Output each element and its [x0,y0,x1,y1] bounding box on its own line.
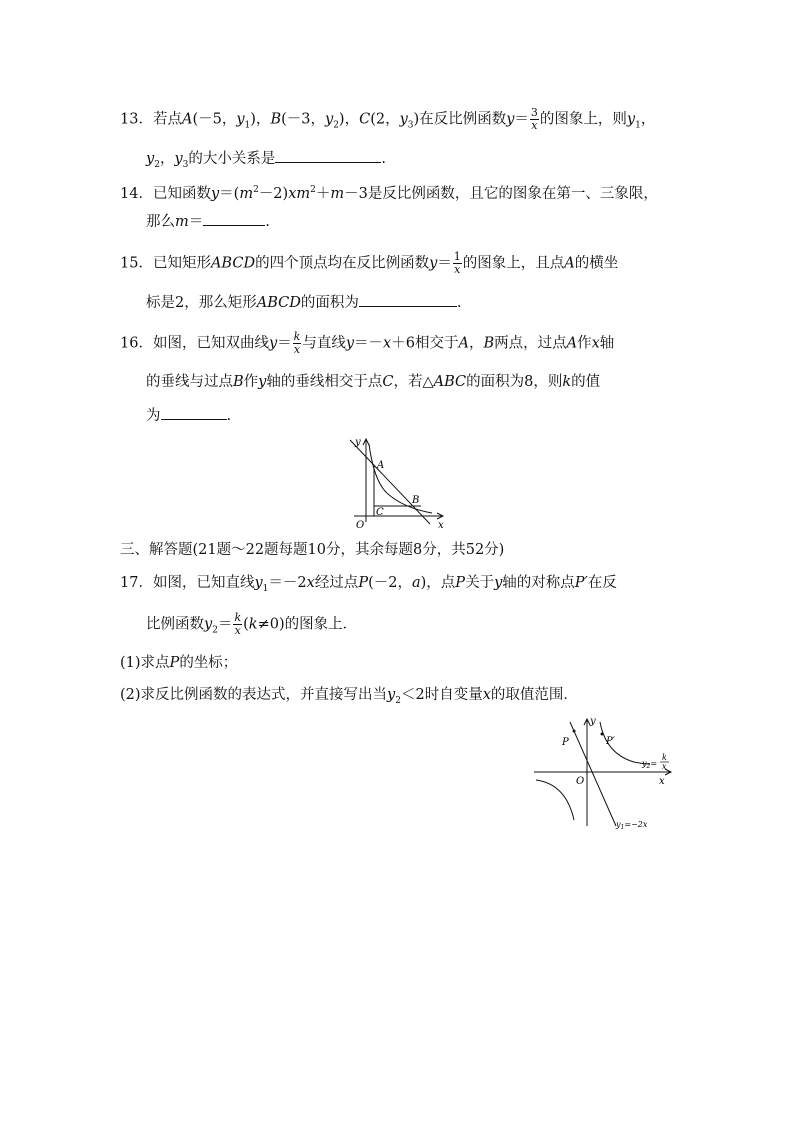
point-label: A [566,335,578,352]
point-label: C [359,111,371,128]
y-axis-label: y [355,437,361,448]
point-label: B [233,374,244,390]
denominator: x [234,624,241,637]
var: k [248,616,258,633]
text: ≠0)的图象上． [257,616,358,633]
q16-line2 [146,372,600,392]
y1-label: $y_1=-2x$ [616,820,648,831]
var: m [330,185,345,202]
text: 作 [577,335,592,352]
var: y [210,185,220,202]
var: y [387,687,396,703]
question-number: 17． [120,575,153,591]
point-pprime-marker [601,733,604,736]
y-axis-label: y [590,716,596,727]
text: 的四个顶点均在反比例函数 [255,255,430,272]
answer-blank[interactable] [161,405,227,420]
text: 的值 [571,374,601,390]
subscript: 1 [635,120,641,131]
q16-line3 [146,405,231,426]
text: 如图，已知直线 [152,575,255,591]
point-label: A [181,111,193,128]
subscript: 1 [244,120,251,131]
text: )，点 [420,575,456,591]
text: )， [250,111,271,128]
point-p-label: P [562,737,569,748]
x-axis-label: x [659,776,665,787]
text: 那么 [146,214,175,230]
numerator: k [293,330,301,343]
shape-label: ABCD [210,255,256,272]
text: 关于 [465,575,495,591]
answer-blank[interactable] [203,211,265,226]
subscript: 3 [407,120,414,131]
var: x [591,335,600,352]
point-c-label: C [376,507,384,518]
numerator: 1 [453,250,461,263]
subscript: 2 [333,120,339,131]
q15-line2 [146,292,461,313]
hyperbola-branch-q3 [536,780,574,820]
q13-line1 [120,107,655,135]
q16-line1 [120,331,614,356]
var: y [429,255,438,272]
var: y [494,575,503,591]
var: y [174,151,183,167]
question-number: 13． [120,111,153,128]
q17-part1 [120,653,237,673]
text: 如图，已知双曲线 [152,335,269,352]
var: x [383,335,392,352]
text: 已知矩形 [152,255,211,272]
shape-label: ABCD [256,295,301,311]
var: x [306,575,315,591]
text: 作 [243,374,259,390]
text: )在反比例函数 [413,111,507,128]
y2-fraction-denominator: x [662,762,667,771]
answer-blank[interactable] [275,148,381,163]
figure-q16 [346,434,456,534]
var: y [254,575,263,591]
q14-line1 [120,180,658,204]
text: 经过点 [314,575,359,591]
text: (－3， [281,111,325,128]
text: ＝－ [354,335,384,352]
text: 的面积为8，则 [466,374,563,390]
text: 轴的垂线相交于点 [266,374,383,390]
subscript: 3 [182,159,189,170]
var: y [204,616,213,633]
var: y [236,111,245,128]
var: m [239,185,254,202]
text: (－2， [368,575,412,591]
text: ， [640,111,656,128]
text: (2)求反比例函数的表达式，并直接写出当 [120,687,388,703]
subscript: 2 [154,159,160,170]
text: . [265,214,270,230]
text: ＜2时自变量 [400,687,483,703]
text: ＝ [437,255,452,272]
superscript: 2 [310,185,316,195]
y2-fraction-numerator: k [662,753,667,762]
text: ，若△ [393,374,434,390]
text: . [381,151,386,167]
y2-label: $y_2=$ [642,759,658,770]
text: ＝ [514,111,529,128]
text: )， [338,111,360,128]
var: y [399,111,408,128]
text: ＝ [188,214,204,230]
point-label: P′ [574,575,588,591]
point-label: P [358,575,369,591]
text: ， [159,151,175,167]
text: ， [468,335,484,352]
line-y-neg-x-plus-6 [350,440,430,524]
text: 在反 [587,575,617,591]
fraction [293,331,302,356]
text: －2) [258,185,289,202]
text: 若点 [152,111,182,128]
var: m [175,214,189,230]
point-label: C [382,374,394,390]
text: 的大小关系是 [188,151,276,167]
text: 的取值范围． [490,687,578,703]
point-a-label: A [377,460,385,471]
var: y [324,111,334,128]
var: x [482,687,491,703]
text: (1)求点 [120,655,170,671]
point-label: P [455,575,466,591]
fraction [530,107,539,132]
text: ＝ [277,335,292,352]
text: 的面积为 [300,295,359,311]
text: 两点，过点 [494,335,567,352]
denominator: x [293,343,301,356]
var: xm [288,185,311,202]
text: 的图象上，且点 [462,255,565,272]
x-axis-label: x [438,520,444,531]
text: . [226,408,232,424]
q13-line2 [146,148,386,175]
text: 的图象上，则 [539,111,627,128]
text: 比例函数 [146,616,204,633]
point-label: B [483,335,495,352]
text: 轴 [599,335,615,352]
var: a [411,575,421,591]
text: . [456,295,462,311]
subscript: 1 [262,583,269,594]
point-label: A [564,255,575,272]
fraction [233,612,242,637]
var: y [258,374,267,390]
question-number: 15． [120,255,153,272]
text: ( [243,616,249,633]
subscript: 2 [395,695,401,706]
text: －3是反比例函数，且它的图象在第一、三象限， [344,185,658,202]
q17-part2 [120,685,578,711]
denominator: x [531,119,538,132]
text: 标是2，那么矩形 [146,295,257,311]
superscript: 2 [253,185,259,195]
origin-label: O [356,520,365,531]
text: 轴的对称点 [502,575,575,591]
text: 的坐标； [179,655,238,671]
hyperbola-curve [369,444,432,513]
var: y [268,335,278,352]
shape-label: ABC [433,374,467,390]
text: ＋ [315,185,331,202]
text: 与直线 [302,335,346,352]
point-label: P [169,655,180,671]
text: ＝－2 [268,575,307,591]
text: 为 [146,408,161,424]
q17-line2 [146,612,357,640]
text: 已知函数 [152,185,211,202]
answer-blank[interactable] [359,292,457,307]
var: y [626,111,636,128]
question-number: 14． [120,185,153,202]
text: (2， [370,111,400,128]
text: 的垂线与过点 [146,374,233,390]
subscript: 2 [212,625,218,636]
q15-line1 [120,251,618,276]
question-number: 16． [120,335,153,352]
denominator: x [454,263,461,276]
fraction [453,251,462,276]
numerator: k [234,611,242,624]
section-3-heading: 三、解答题(21题～22题每题10分，其余每题8分，共52分) [120,542,505,558]
point-p-marker [573,730,576,733]
q17-line1 [120,573,617,599]
numerator: 3 [530,106,538,119]
q14-line2 [146,211,270,232]
var: y [345,335,355,352]
text: ＝ [217,616,233,633]
text: 的横坐 [574,255,619,272]
figure-q17 [530,714,680,832]
text: (－5， [192,111,237,128]
text: ＋6相交于 [391,335,459,352]
point-pprime-label: P′ [606,736,615,747]
var: y [506,111,515,128]
point-label: B [270,111,282,128]
point-label: A [458,335,469,352]
origin-label: O [576,776,585,787]
text: ＝( [219,185,240,202]
point-b-label: B [412,495,420,506]
var: k [562,374,572,390]
var: y [146,151,155,167]
